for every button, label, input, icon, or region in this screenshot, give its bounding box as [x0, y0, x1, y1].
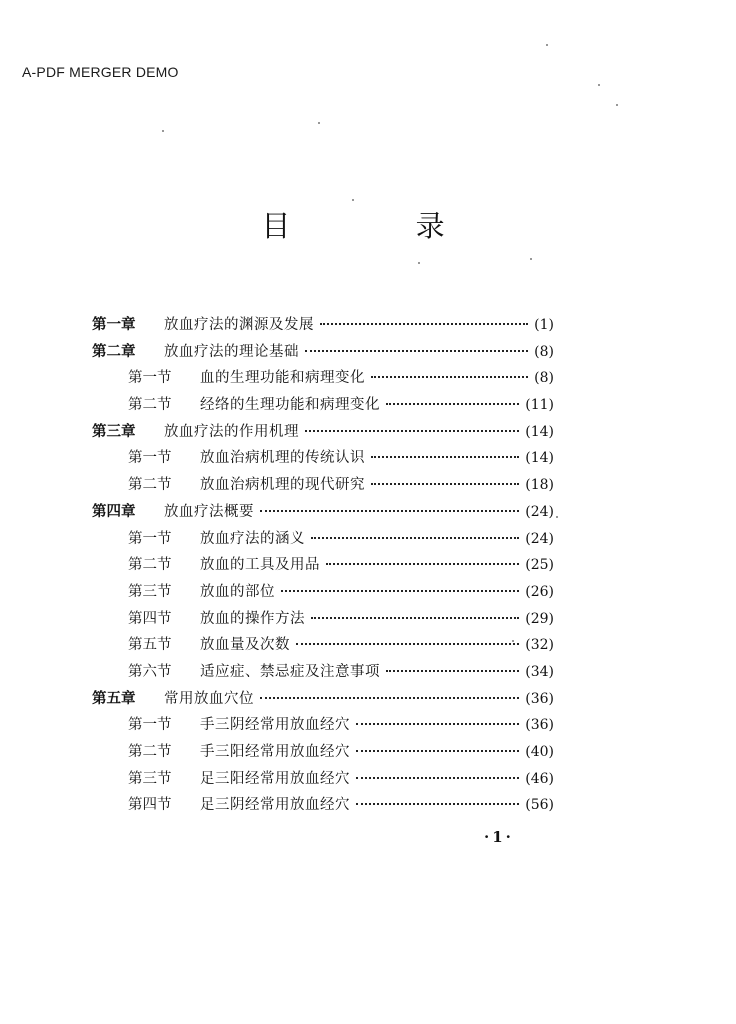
dot-leader	[356, 750, 519, 752]
toc-entry[interactable]	[92, 580, 554, 607]
toc-entry[interactable]	[92, 793, 554, 820]
toc-entry-title: 放血治病机理的现代研究	[200, 477, 365, 494]
toc-entry-page: (29)	[525, 610, 554, 627]
toc-entry-title: 手三阴经常用放血经穴	[200, 717, 350, 734]
toc-entry[interactable]	[92, 740, 554, 767]
toc-entry-label: 第二章	[92, 342, 136, 360]
toc-entry-page: (8)	[534, 370, 554, 387]
toc-entry-label: 第一节	[128, 717, 172, 734]
toc-entry-label: 第一节	[128, 450, 172, 467]
toc-entry-page: (46)	[525, 770, 554, 787]
toc-entry-label: 第一节	[128, 370, 172, 387]
page-number: ·1·	[484, 828, 514, 846]
toc-entry-label: 第二节	[128, 744, 172, 760]
toc-entry-title: 放血疗法的理论基础	[164, 343, 299, 360]
scan-speck	[318, 122, 320, 124]
toc-entry-title: 放血的工具及用品	[200, 557, 320, 574]
toc-entry[interactable]	[92, 366, 554, 393]
toc-entry-page: (14)	[525, 450, 554, 467]
toc-entry-page: (56)	[525, 797, 554, 814]
table-of-contents	[92, 313, 554, 820]
toc-entry-page: (36)	[525, 717, 554, 734]
dot-leader	[386, 670, 519, 672]
toc-entry-title: 放血疗法概要	[164, 503, 254, 520]
dot-leader	[305, 350, 528, 352]
scan-speck	[530, 258, 532, 260]
dot-leader	[371, 483, 519, 485]
toc-entry-title: 足三阳经常用放血经穴	[200, 770, 350, 787]
toc-entry-label: 第五章	[92, 689, 136, 707]
dot-leader	[260, 697, 519, 699]
toc-entry-title: 放血治病机理的传统认识	[200, 450, 365, 467]
toc-entry-label: 第二节	[128, 477, 172, 494]
scan-speck	[162, 130, 164, 132]
scan-speck	[556, 516, 558, 518]
dot-leader	[386, 403, 519, 405]
dot-leader	[371, 376, 528, 378]
scan-speck	[352, 199, 354, 201]
toc-entry-title: 放血的操作方法	[200, 610, 305, 627]
toc-entry-page: (36)	[525, 690, 554, 707]
toc-entry-label: 第三章	[92, 422, 136, 440]
toc-entry[interactable]	[92, 660, 554, 687]
toc-entry-label: 第四章	[92, 502, 136, 520]
toc-entry-title: 放血疗法的作用机理	[164, 423, 299, 440]
dot-leader	[356, 723, 519, 725]
scan-speck	[546, 44, 548, 46]
dot-leader	[311, 617, 519, 619]
toc-entry[interactable]	[92, 500, 554, 527]
scan-speck	[598, 84, 600, 86]
toc-entry[interactable]	[92, 420, 554, 447]
toc-entry-label: 第三节	[128, 770, 172, 787]
toc-entry-label: 第一章	[92, 316, 136, 333]
toc-entry[interactable]	[92, 687, 554, 714]
toc-entry-title: 手三阳经常用放血经穴	[200, 744, 350, 760]
toc-entry-page: (8)	[534, 343, 554, 360]
toc-entry-label: 第二节	[128, 557, 172, 574]
toc-entry-label: 第五节	[128, 637, 172, 654]
scan-speck	[512, 640, 514, 642]
dot-leader	[356, 803, 519, 805]
toc-entry-title: 放血量及次数	[200, 637, 290, 654]
toc-entry-title: 常用放血穴位	[164, 690, 254, 707]
toc-entry[interactable]	[92, 473, 554, 500]
scan-speck	[418, 262, 420, 264]
toc-entry-label: 第六节	[128, 663, 172, 680]
toc-entry[interactable]	[92, 633, 554, 660]
toc-entry[interactable]	[92, 446, 554, 473]
toc-entry-label: 第四节	[128, 610, 172, 627]
toc-entry[interactable]	[92, 527, 554, 554]
toc-entry-page: (32)	[525, 637, 554, 654]
toc-entry-page: (11)	[525, 397, 554, 414]
toc-entry-page: (18)	[525, 477, 554, 494]
toc-entry-title: 足三阴经常用放血经穴	[200, 797, 350, 814]
scan-speck	[616, 104, 618, 106]
toc-entry-page: (24)	[525, 530, 554, 547]
toc-entry-label: 第三节	[128, 583, 172, 600]
dot-leader	[371, 456, 519, 458]
toc-entry-page: (34)	[525, 663, 554, 680]
toc-entry[interactable]	[92, 340, 554, 367]
toc-entry-page: (24)	[525, 503, 554, 520]
dot-leader	[320, 323, 528, 325]
toc-entry-page: (1)	[534, 317, 554, 333]
toc-entry[interactable]	[92, 553, 554, 580]
toc-entry-page: (14)	[525, 423, 554, 440]
watermark-text: A-PDF MERGER DEMO	[22, 64, 179, 80]
toc-entry-title: 经络的生理功能和病理变化	[200, 397, 380, 414]
dot-leader	[260, 510, 519, 512]
toc-entry-page: (26)	[525, 583, 554, 600]
toc-entry[interactable]	[92, 313, 554, 340]
page-title: 目 录	[261, 209, 503, 243]
toc-entry-title: 适应症、禁忌症及注意事项	[200, 663, 380, 680]
dot-leader	[356, 777, 519, 779]
toc-entry[interactable]	[92, 713, 554, 740]
toc-entry[interactable]	[92, 393, 554, 420]
dot-leader	[305, 430, 519, 432]
toc-entry-title: 放血的部位	[200, 583, 275, 600]
toc-entry-page: (25)	[525, 557, 554, 574]
toc-entry-page: (40)	[525, 744, 554, 760]
toc-entry-title: 放血疗法的渊源及发展	[164, 317, 314, 333]
toc-entry-label: 第四节	[128, 797, 172, 814]
toc-entry-label: 第一节	[128, 530, 172, 547]
toc-entry-title: 血的生理功能和病理变化	[200, 370, 365, 387]
dot-leader	[281, 590, 519, 592]
toc-entry-title: 放血疗法的涵义	[200, 530, 305, 547]
toc-entry-label: 第二节	[128, 397, 172, 414]
dot-leader	[311, 537, 519, 539]
toc-entry[interactable]	[92, 767, 554, 794]
dot-leader	[326, 563, 519, 565]
toc-entry[interactable]	[92, 607, 554, 634]
dot-leader	[296, 643, 519, 645]
